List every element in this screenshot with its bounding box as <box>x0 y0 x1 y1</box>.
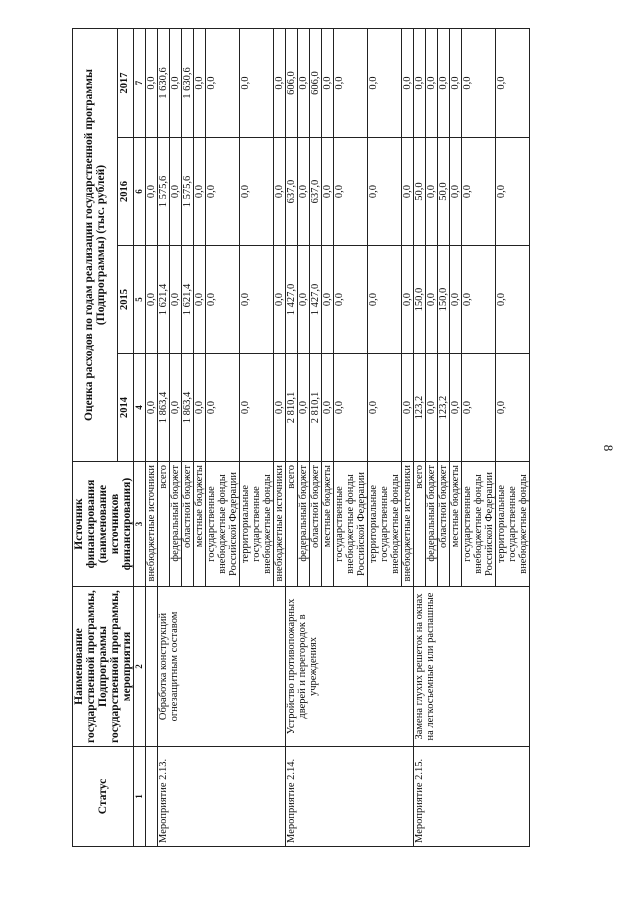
value-cell: 0,0 <box>450 138 462 246</box>
value-cell: 0,0 <box>334 138 368 246</box>
source-cell: федеральный бюджет <box>170 462 182 587</box>
source-cell: территориальные государственные внебюджетные фонды <box>368 462 402 587</box>
page-number: 8 <box>601 444 616 452</box>
value-cell: 0,0 <box>496 354 530 462</box>
value-cell: 0,0 <box>402 29 414 138</box>
table-row <box>158 29 170 847</box>
status-cell: Мероприятие 2.14. <box>286 747 414 847</box>
value-cell: 50,0 <box>414 138 426 246</box>
header-estimate: Оценка расходов по годам реализации государственной программы (Подпрограммы) (тыс. рублей) <box>73 29 118 462</box>
value-cell: 0,0 <box>170 138 182 246</box>
col-number: 6 <box>134 138 146 246</box>
value-cell: 2 810,1 <box>286 354 298 462</box>
value-cell: 0,0 <box>146 354 158 462</box>
source-cell: областной бюджет <box>182 462 194 587</box>
value-cell: 0,0 <box>402 138 414 246</box>
table-body <box>146 29 530 847</box>
col-number: 5 <box>134 246 146 354</box>
value-cell: 0,0 <box>206 138 240 246</box>
source-cell: государственные внебюджетные фонды Российской Федерации <box>206 462 240 587</box>
value-cell: 0,0 <box>274 29 286 138</box>
source-cell: территориальные государственные внебюджетные фонды <box>496 462 530 587</box>
source-cell: федеральный бюджет <box>426 462 438 587</box>
value-cell: 0,0 <box>322 246 334 354</box>
header-name: Наименование государственной программы, Подпрограммы государственной программы, мероприятия <box>73 587 134 747</box>
value-cell: 0,0 <box>298 354 310 462</box>
value-cell: 1 630,6 <box>182 29 194 138</box>
value-cell: 1 621,4 <box>158 246 170 354</box>
source-cell: местные бюджеты <box>194 462 206 587</box>
value-cell: 123,2 <box>438 354 450 462</box>
value-cell: 637,0 <box>310 138 322 246</box>
value-cell: 0,0 <box>274 138 286 246</box>
value-cell: 1 863,4 <box>158 354 170 462</box>
value-cell: 0,0 <box>240 354 274 462</box>
value-cell: 637,0 <box>286 138 298 246</box>
value-cell: 0,0 <box>322 29 334 138</box>
name-cell: Замена глухих решеток на окнах на легкосъемные или распашные <box>414 587 530 747</box>
column-number-row <box>134 29 146 847</box>
header-source: Источник финансирования (наименование источников финансирования) <box>73 462 134 587</box>
source-cell: всего <box>158 462 170 587</box>
value-cell: 0,0 <box>402 246 414 354</box>
value-cell: 0,0 <box>450 246 462 354</box>
value-cell: 0,0 <box>194 138 206 246</box>
value-cell: 0,0 <box>194 246 206 354</box>
name-cell: Обработка конструкций огнезащитным составом <box>158 587 286 747</box>
value-cell: 50,0 <box>438 138 450 246</box>
name-cell <box>146 587 158 747</box>
source-cell: федеральный бюджет <box>298 462 310 587</box>
value-cell: 0,0 <box>438 29 450 138</box>
value-cell: 0,0 <box>322 138 334 246</box>
table-row <box>146 29 158 847</box>
source-cell: областной бюджет <box>310 462 322 587</box>
value-cell: 0,0 <box>240 246 274 354</box>
source-cell: государственные внебюджетные фонды Российской Федерации <box>462 462 496 587</box>
value-cell: 0,0 <box>170 354 182 462</box>
header-year: 2017 <box>117 29 133 138</box>
value-cell: 2 810,1 <box>310 354 322 462</box>
source-cell: местные бюджеты <box>450 462 462 587</box>
value-cell: 0,0 <box>146 246 158 354</box>
header-year: 2016 <box>117 138 133 246</box>
value-cell: 606,0 <box>310 29 322 138</box>
col-number: 7 <box>134 29 146 138</box>
value-cell: 0,0 <box>298 29 310 138</box>
status-cell: Мероприятие 2.15. <box>414 747 530 847</box>
value-cell: 1 630,6 <box>158 29 170 138</box>
value-cell: 1 575,6 <box>182 138 194 246</box>
source-cell: территориальные государственные внебюджетные фонды <box>240 462 274 587</box>
source-cell: областной бюджет <box>438 462 450 587</box>
value-cell: 0,0 <box>146 138 158 246</box>
value-cell: 0,0 <box>496 138 530 246</box>
value-cell: 0,0 <box>240 29 274 138</box>
value-cell: 0,0 <box>496 29 530 138</box>
value-cell: 0,0 <box>462 354 496 462</box>
value-cell: 0,0 <box>496 246 530 354</box>
rotated-table-wrapper <box>72 29 592 847</box>
value-cell: 0,0 <box>206 246 240 354</box>
budget-table <box>72 28 530 847</box>
value-cell: 150,0 <box>414 246 426 354</box>
value-cell: 0,0 <box>274 354 286 462</box>
value-cell: 0,0 <box>368 246 402 354</box>
source-cell: всего <box>414 462 426 587</box>
status-cell: Мероприятие 2.13. <box>158 747 286 847</box>
value-cell: 0,0 <box>334 354 368 462</box>
value-cell: 606,0 <box>286 29 298 138</box>
value-cell: 0,0 <box>194 354 206 462</box>
value-cell: 1 427,0 <box>286 246 298 354</box>
value-cell: 0,0 <box>368 29 402 138</box>
value-cell: 0,0 <box>240 138 274 246</box>
source-cell: местные бюджеты <box>322 462 334 587</box>
source-cell: всего <box>286 462 298 587</box>
value-cell: 0,0 <box>450 354 462 462</box>
value-cell: 0,0 <box>206 354 240 462</box>
col-number: 4 <box>134 354 146 462</box>
header-status: Статус <box>73 747 134 847</box>
value-cell: 0,0 <box>402 354 414 462</box>
col-number: 2 <box>134 587 146 747</box>
source-cell: внебюджетные источники <box>274 462 286 587</box>
value-cell: 1 575,6 <box>158 138 170 246</box>
value-cell: 0,0 <box>170 246 182 354</box>
value-cell: 1 427,0 <box>310 246 322 354</box>
value-cell: 0,0 <box>298 246 310 354</box>
table-row <box>286 29 298 847</box>
header-year: 2015 <box>117 246 133 354</box>
value-cell: 0,0 <box>426 29 438 138</box>
value-cell: 0,0 <box>206 29 240 138</box>
name-cell: Устройство противопожарных дверей и перегородок в учреждениях <box>286 587 414 747</box>
value-cell: 123,2 <box>414 354 426 462</box>
value-cell: 0,0 <box>334 246 368 354</box>
value-cell: 0,0 <box>414 29 426 138</box>
col-number: 1 <box>134 747 146 847</box>
value-cell: 0,0 <box>426 354 438 462</box>
source-cell: государственные внебюджетные фонды Российской Федерации <box>334 462 368 587</box>
table-row <box>414 29 426 847</box>
value-cell: 0,0 <box>194 29 206 138</box>
status-cell <box>146 747 158 847</box>
source-cell: внебюджетные источники <box>402 462 414 587</box>
value-cell: 0,0 <box>170 29 182 138</box>
value-cell: 0,0 <box>462 246 496 354</box>
value-cell: 0,0 <box>368 138 402 246</box>
header-year: 2014 <box>117 354 133 462</box>
value-cell: 0,0 <box>146 29 158 138</box>
value-cell: 150,0 <box>438 246 450 354</box>
value-cell: 1 621,4 <box>182 246 194 354</box>
value-cell: 0,0 <box>426 138 438 246</box>
value-cell: 0,0 <box>368 354 402 462</box>
value-cell: 0,0 <box>462 29 496 138</box>
value-cell: 1 863,4 <box>182 354 194 462</box>
value-cell: 0,0 <box>426 246 438 354</box>
value-cell: 0,0 <box>450 29 462 138</box>
value-cell: 0,0 <box>298 138 310 246</box>
value-cell: 0,0 <box>274 246 286 354</box>
source-cell: внебюджетные источники <box>146 462 158 587</box>
value-cell: 0,0 <box>334 29 368 138</box>
col-number: 3 <box>134 462 146 587</box>
value-cell: 0,0 <box>322 354 334 462</box>
value-cell: 0,0 <box>462 138 496 246</box>
